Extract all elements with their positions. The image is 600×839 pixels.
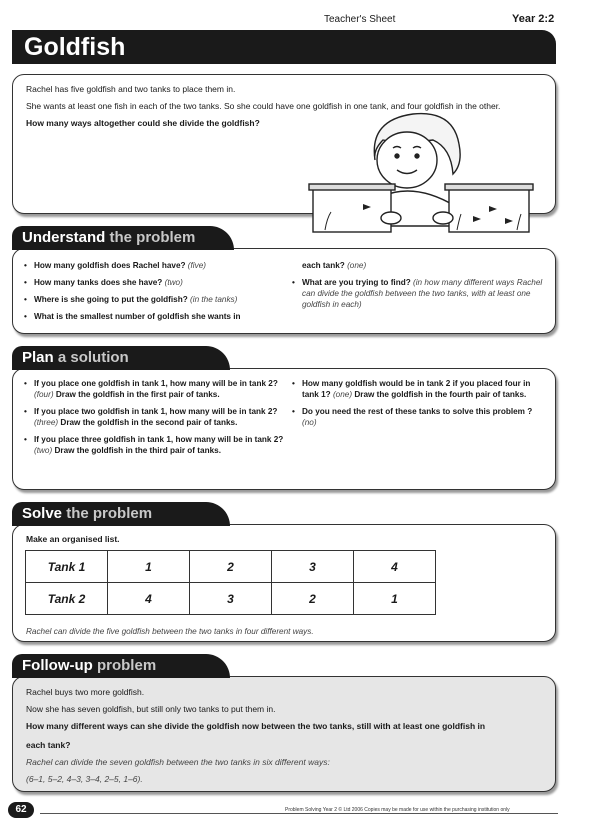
page-number: 62	[8, 802, 34, 818]
followup-question1: How many different ways can she divide the goldfish now between the two tanks, still with at least one goldfish in	[26, 721, 486, 731]
table-cell: Tank 1	[26, 551, 108, 583]
list-item: • If you place one goldfish in tank 1, how many will be in tank 2? (four) Draw the goldfish in the first pair of tanks.	[24, 378, 286, 400]
followup-line2: Now she has seven goldfish, but still only two tanks to put them in.	[26, 704, 276, 714]
understand-right-list	[292, 277, 546, 316]
followup-question2: each tank?	[26, 740, 71, 750]
plan-left-list	[24, 378, 286, 462]
table-cell: 4	[108, 583, 190, 615]
sheet-label: Teacher's Sheet	[324, 14, 396, 25]
list-item: • What are you trying to find? (in how many different ways Rachel can divide the goldfish between the two tanks, with at least one goldfish in each)	[292, 277, 546, 310]
footer-text: Problem Solving Year 2 © Ltd 2006 Copies may be made for use within the purchasing institution only	[282, 807, 513, 813]
followup-answer2: (6–1, 5–2, 4–3, 3–4, 2–5, 1–6).	[26, 774, 143, 784]
list-item: • If you place two goldfish in tank 1, how many will be in tank 2? (three) Draw the goldfish in the second pair of tanks.	[24, 406, 286, 428]
table-cell: 3	[190, 583, 272, 615]
table-row	[26, 551, 436, 583]
solve-heading: Solve the problem	[12, 502, 230, 526]
footer-rule	[40, 813, 558, 814]
followup-heading: Follow-up problem	[12, 654, 230, 678]
plan-heading: Plan a solution	[12, 346, 230, 370]
list-item: • How many tanks does she have? (two)	[24, 277, 286, 288]
table-cell: 3	[272, 551, 354, 583]
title-bar	[12, 30, 556, 64]
list-item: • How many goldfish would be in tank 2 if you placed four in tank 1? (one) Draw the goldfish in the fourth pair of tanks.	[292, 378, 542, 400]
list-item: • Where is she going to put the goldfish? (in the tanks)	[24, 294, 286, 305]
solve-answer: Rachel can divide the five goldfish between the two tanks in four different ways.	[26, 627, 314, 636]
table-cell: 4	[354, 551, 436, 583]
list-item: • Do you need the rest of these tanks to solve this problem ?(no)	[292, 406, 542, 428]
girl-with-fish-tanks-illustration	[305, 108, 540, 234]
organised-list-table	[25, 550, 436, 615]
understand-continued: each tank? (one)	[302, 261, 367, 270]
table-row	[26, 583, 436, 615]
followup-line1: Rachel buys two more goldfish.	[26, 687, 145, 697]
page-title: Goldfish	[24, 33, 126, 61]
table-cell: 1	[108, 551, 190, 583]
table-cell: 2	[272, 583, 354, 615]
intro-question: How many ways altogether could she divide the goldfish?	[26, 118, 260, 128]
intro-line2: She wants at least one fish in each of the two tanks. So she could have one goldfish in one tank, and four goldfish in the other.	[26, 101, 501, 111]
plan-right-list	[292, 378, 542, 434]
understand-left-list	[24, 260, 286, 328]
table-cell: 1	[354, 583, 436, 615]
table-cell: Tank 2	[26, 583, 108, 615]
list-item: • How many goldfish does Rachel have? (five)	[24, 260, 286, 271]
year-label: Year 2:2	[512, 13, 555, 25]
list-item: • What is the smallest number of goldfish she wants in	[24, 311, 286, 322]
solve-instruction: Make an organised list.	[26, 534, 120, 544]
list-item: • If you place three goldfish in tank 1, how many will be in tank 2? (two) Draw the goldfish in the third pair of tanks.	[24, 434, 286, 456]
followup-answer1: Rachel can divide the seven goldfish between the two tanks in six different ways:	[26, 757, 330, 767]
understand-heading: Understand the problem	[12, 226, 234, 250]
intro-line1: Rachel has five goldfish and two tanks to place them in.	[26, 84, 236, 94]
table-cell: 2	[190, 551, 272, 583]
